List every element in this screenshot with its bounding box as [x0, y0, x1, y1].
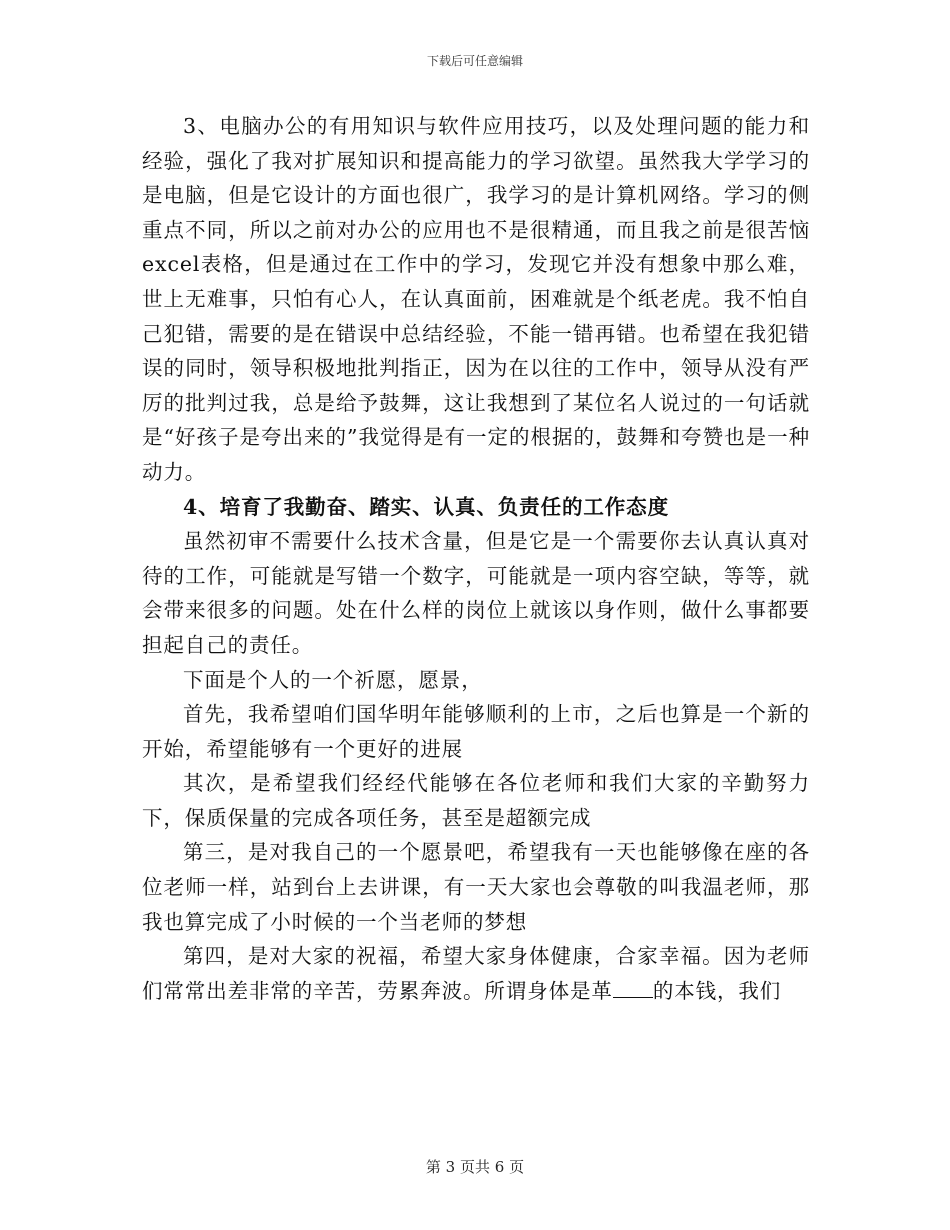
page-header: 下载后可任意编辑: [426, 54, 523, 68]
paragraph-4: 首先，我希望咱们国华明年能够顺利的上市，之后也算是一个新的开始，希望能够有一个更好的进展: [142, 702, 810, 761]
page-footer: 第 3 页共 6 页: [425, 1158, 525, 1176]
paragraph-1: 3、电脑办公的有用知识与软件应用技巧，以及处理问题的能力和经验，强化了我对扩展知识和提高能力的学习欲望。虽然我大学学习的是电脑，但是它设计的方面也很广，我学习的是计算机网络。学习的侧重点不同，所以之前对办公的应用也不是很精通，而且我之前是很苦恼excel表格，但是通过在工作中的学习，发现它并没有想象中那么难，世上无难事，只怕有心人，在认真面前，困难就是个纸老虎。我不怕自己犯错，需要的是在错误中总结经验，不能一错再错。也希望在我犯错误的同时，领导积极地批判指正，因为在以往的工作中，领导从没有严厉的批判过我，总是给予鼓舞，这让我想到了某位名人说过的一句话就是“好孩子是夸出来的”我觉得是有一定的根据的，鼓舞和夸赞也是一种动力。: [142, 114, 810, 484]
section-heading-4: 4、培育了我勤奋、踏实、认真、负责任的工作态度: [183, 494, 669, 519]
paragraph-3: 下面是个人的一个祈愿，愿景，: [183, 667, 483, 692]
paragraph-5: 其次，是希望我们经经代能够在各位老师和我们大家的辛勤努力下，保质保量的完成各项任务，甚至是超额完成: [142, 771, 810, 830]
paragraph-7-after-blank: 的本钱，我们: [652, 978, 782, 1003]
paragraph-7-before-blank: 第四，是对大家的祝福，希望大家身体健康，合家幸福。因为老师们常常出差非常的辛苦，劳累奔波。所谓身体是革: [142, 944, 810, 1003]
document-body: [142, 109, 810, 1008]
fill-in-blank-line: [613, 979, 653, 998]
paragraph-7: [142, 939, 810, 1008]
paragraph-6: 第三，是对我自己的一个愿景吧，希望我有一天也能够像在座的各位老师一样，站到台上去讲课，有一天大家也会尊敬的叫我温老师，那我也算完成了小时候的一个当老师的梦想: [142, 840, 810, 934]
paragraph-2: 虽然初审不需要什么技术含量，但是它是一个需要你去认真认真对待的工作，可能就是写错一个数字，可能就是一项内容空缺，等等，就会带来很多的问题。处在什么样的岗位上就该以身作则，做什么事都要担起自己的责任。: [142, 529, 810, 657]
